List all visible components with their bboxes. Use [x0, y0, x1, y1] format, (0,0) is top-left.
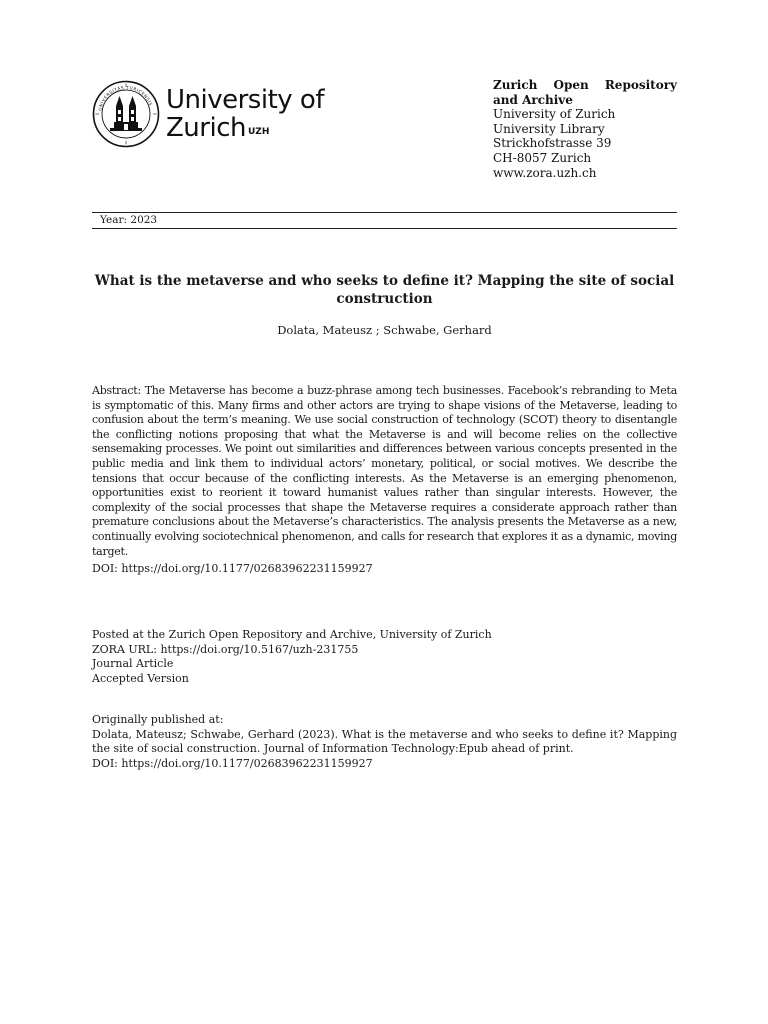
year-bar [92, 212, 677, 229]
article-title: What is the metaverse and who seeks to define it? Mapping the site of social construction [94, 273, 675, 307]
article-abstract: Abstract: The Metaverse has become a buzz-phrase among tech businesses. Facebook’s rebranding to Meta is symptomatic of this. Many firms and other actors are trying to shape visions of the Metaverse, leading to confusion about the term’s meaning. We use social construction of technology (SCOT) theory to disentangle the conflicting notions proposing that what the Metaverse is and will become relies on the collective sensemaking processes. We point out similarities and differences between various concepts presented in the public media and link them to individual actors’ monetary, political, or social motives. We describe the tensions that occur because of the conflicting interests. As the Metaverse is an emerging phenomenon, opportunities exist to reorient it toward humanist values rather than singular interests. However, the complexity of the social processes that shape the Metaverse requires a considerate approach rather than premature conclusions about the Metaverse’s characteristics. The analysis presents the Metaverse as a new, continually evolving sociotechnical phenomenon, and calls for research that explores it as a dynamic, moving target. [92, 384, 677, 558]
year-label: Year: 2023 [100, 214, 158, 226]
posted-line: Accepted Version [92, 671, 189, 685]
wordmark-line2: Zurich [166, 113, 246, 143]
article-authors: Dolata, Mateusz ; Schwabe, Gerhard [277, 323, 492, 337]
wordmark-superscript: UZH [247, 127, 270, 137]
original-publication [92, 713, 677, 771]
repository-url[interactable]: www.zora.uzh.ch [493, 165, 597, 180]
wordmark-line2-wrap [166, 114, 324, 142]
repository-name: Zurich Open Repository and Archive [493, 78, 677, 107]
university-wordmark [166, 86, 324, 142]
svg-text:UNIVERSITAS TURICENSIS: UNIVERSITAS TURICENSIS [97, 84, 154, 112]
wordmark-line1: University of [166, 85, 324, 115]
posted-line: Posted at the Zurich Open Repository and Archive, University of Zurich [92, 628, 492, 641]
posted-info [92, 628, 677, 686]
university-logo [92, 80, 322, 150]
article-doi-link[interactable]: DOI: https://doi.org/10.1177/02683962231159927 [92, 562, 373, 575]
repository-address [493, 78, 677, 180]
university-seal-icon [92, 80, 160, 148]
address-line: CH-8057 Zurich [493, 150, 592, 165]
original-heading: Originally published at: [92, 713, 224, 726]
address-line: University Library [493, 121, 605, 136]
original-citation: Dolata, Mateusz; Schwabe, Gerhard (2023). What is the metaverse and who seeks to define it? Mapping the site of social construction. Journal of Information Technology:Epub ahead of print. [92, 727, 677, 756]
original-doi-link[interactable]: DOI: https://doi.org/10.1177/02683962231159927 [92, 756, 373, 770]
zora-url-link[interactable]: ZORA URL: https://doi.org/10.5167/uzh-231755 [92, 642, 359, 656]
address-line: Strickhofstrasse 39 [493, 136, 612, 151]
address-line: University of Zurich [493, 107, 616, 122]
posted-line: Journal Article [92, 657, 174, 671]
